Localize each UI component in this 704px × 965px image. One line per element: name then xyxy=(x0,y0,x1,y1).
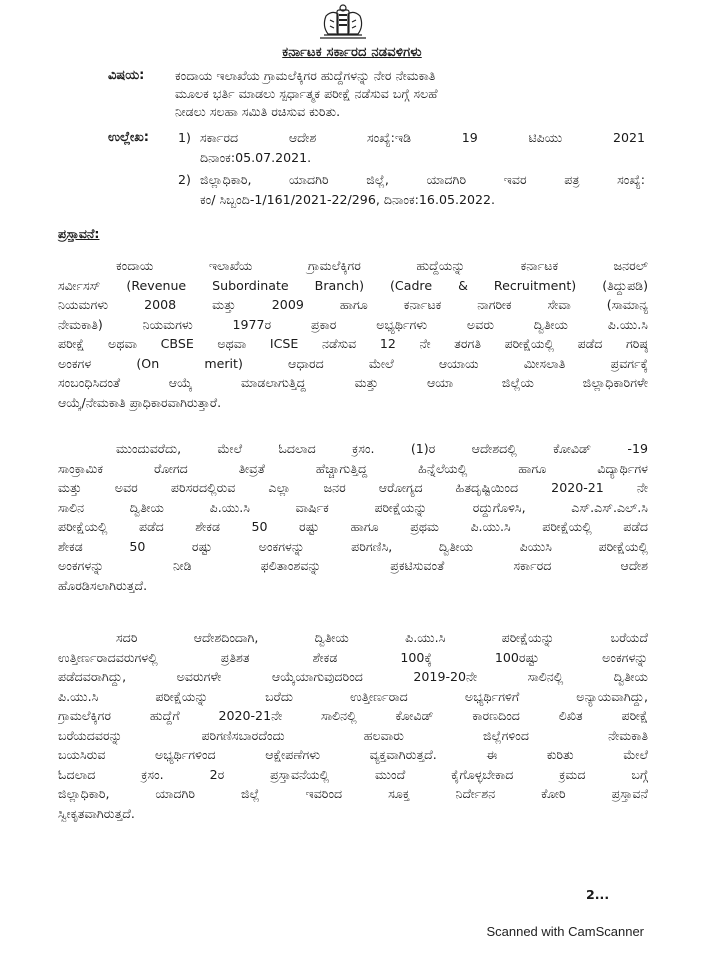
paragraph-3 xyxy=(58,630,648,822)
paragraph-line: ಉತ್ತೀರ್ಣರಾದವರುಗಳಲ್ಲಿ ಪ್ರತಿಶತ ಶೇಕಡ 100ಕ್ಕೆ 100ರಷ್ಟು ಅಂಕಗಳನ್ನು xyxy=(58,649,648,665)
paragraph-line: ನಿಯಮಗಳು 2008 ಮತ್ತು 2009 ಹಾಗೂ ಕರ್ನಾಟಕ ನಾಗರೀಕ ಸೇವಾ (ಸಾಮಾನ್ಯ xyxy=(58,297,648,312)
karnataka-emblem-icon xyxy=(308,4,378,42)
scanner-watermark: Scanned with CamScanner xyxy=(486,924,644,939)
paragraph-2 xyxy=(58,441,648,594)
paragraph-line: ಕಂದಾಯ ಇಲಾಖೆಯ ಗ್ರಾಮಲೆಕ್ಕಿಗರ ಹುದ್ದೆಯನ್ನು ಕರ್ನಾಟಕ ಜನರಲ್ xyxy=(116,258,648,273)
subject-label: ವಿಷಯ: xyxy=(108,68,145,83)
subject-line: ಕಂದಾಯ ಇಲಾಖೆಯ ಗ್ರಾಮಲೆಕ್ಕಿಗರ ಹುದ್ದೆಗಳನ್ನು ನೇರ ನೇಮಕಾತಿ xyxy=(175,68,436,83)
paragraph-line: ಸರ್ವೀಸಸ್ (Revenue Subordinate Branch) (Cadre & Recruitment) (ತಿದ್ದುಪಡಿ) xyxy=(58,277,648,293)
subject-line: ನೀಡಲು ಸಲಹಾ ಸಮಿತಿ ರಚಿಸುವ ಕುರಿತು. xyxy=(175,104,341,119)
paragraph-1 xyxy=(58,258,648,411)
paragraph-line: ಪಿ.ಯು.ಸಿ ಪರೀಕ್ಷೆಯನ್ನು ಬರೆದು ಉತ್ತೀರ್ಣರಾದ ಅಭ್ಯರ್ಥಿಗಳಿಗೆ ಅನ್ಯಾಯವಾಗಿದ್ದು, xyxy=(58,688,648,704)
paragraph-line: ಅಂಕಗಳನ್ನು ನೀಡಿ ಫಲಿತಾಂಶವನ್ನು ಪ್ರಕಟಿಸುವಂತೆ ಸರ್ಕಾರದ ಆದೇಶ xyxy=(58,558,648,573)
paragraph-line: ಅಂಕಗಳ (On merit) ಆಧಾರದ ಮೇಲೆ ಆಯಾಯ ಮೀಸಲಾತಿ ಪ್ರವರ್ಗಕ್ಕೆ xyxy=(58,355,648,371)
preamble-title: ಪ್ರಸ್ತಾವನೆ: xyxy=(58,226,100,241)
paragraph-line: ನೇಮಕಾತಿ) ನಿಯಮಗಳು 1977ರ ಪ್ರಕಾರ ಅಭ್ಯರ್ಥಿಗಳು ಅವರು ದ್ವಿತೀಯ ಪಿ.ಯು.ಸಿ xyxy=(58,316,648,332)
page-continuation: 2... xyxy=(586,887,610,902)
reference-label: ಉಲ್ಲೇಖ: xyxy=(108,130,149,145)
paragraph-line: ಮತ್ತು ಅವರ ಪರಿಸರದಲ್ಲಿರುವ ಎಲ್ಲಾ ಜನರ ಆರೋಗ್ಯದ ಹಿತದೃಷ್ಟಿಯಿಂದ 2020-21 ನೇ xyxy=(58,480,648,495)
reference-line: ಸರ್ಕಾರದ ಆದೇಶ ಸಂಖ್ಯೆ:ಇಡಿ 19 ಟಿಪಿಯು 2021 xyxy=(200,130,645,145)
paragraph-line: ಗ್ರಾಮಲೆಕ್ಕಿಗರ ಹುದ್ದೆಗೆ 2020-21ನೇ ಸಾಲಿನಲ್ಲಿ ಕೋವಿಡ್ ಕಾರಣದಿಂದ ಲಿಖಿತ ಪರೀಕ್ಷೆ xyxy=(58,708,648,723)
subject-line: ಮೂಲಕ ಭರ್ತಿ ಮಾಡಲು ಸ್ಪರ್ಧಾತ್ಮಕ ಪರೀಕ್ಷೆ ನಡೆಸುವ ಬಗ್ಗೆ ಸಲಹೆ xyxy=(175,86,438,101)
paragraph-line: ಶೇಕಡ 50 ರಷ್ಟು ಅಂಕಗಳನ್ನು ಪರಿಗಣಿಸಿ, ದ್ವಿತೀಯ ಪಿಯುಸಿ ಪರೀಕ್ಷೆಯಲ್ಲಿ xyxy=(58,538,648,554)
reference-number: 2) xyxy=(178,172,191,187)
reference-line: ಜಿಲ್ಲಾಧಿಕಾರಿ, ಯಾದಗಿರಿ ಜಿಲ್ಲೆ, ಯಾದಗಿರಿ ಇವರ ಪತ್ರ ಸಂಖ್ಯೆ: xyxy=(200,172,645,187)
paragraph-line: ಸಾಲಿನ ದ್ವಿತೀಯ ಪಿ.ಯು.ಸಿ ವಾರ್ಷಿಕ ಪರೀಕ್ಷೆಯನ್ನು ರದ್ದುಗೊಳಿಸಿ, ಎಸ್.ಎಸ್.ಎಲ್.ಸಿ xyxy=(58,499,648,515)
paragraph-line: ಹೊರಡಿಸಲಾಗಿರುತ್ತದೆ. xyxy=(58,577,148,593)
paragraph-line: ಸಾಂಕ್ರಾಮಿಕ ರೋಗದ ತೀವ್ರತೆ ಹೆಚ್ಚಾಗುತ್ತಿದ್ದ ಹಿನ್ನೆಲೆಯಲ್ಲಿ ಹಾಗೂ ವಿದ್ಯಾರ್ಥಿಗಳ xyxy=(58,460,648,476)
subject-text xyxy=(175,67,645,121)
paragraph-line: ಪರೀಕ್ಷೆ ಅಥವಾ CBSE ಅಥವಾ ICSE ನಡೆಸುವ 12 ನೇ ತರಗತಿ ಪರೀಕ್ಷೆಯಲ್ಲಿ ಪಡೆದ ಗರಿಷ್ಠ xyxy=(58,336,648,351)
reference-line: ದಿನಾಂಕ:05.07.2021. xyxy=(200,149,312,165)
reference-item-1 xyxy=(200,129,645,167)
paragraph-line: ಸಂಬಂಧಿಸಿದಂತೆ ಆಯ್ಕೆ ಮಾಡಲಾಗುತ್ತಿದ್ದ ಮತ್ತು ಆಯಾ ಜಿಲ್ಲೆಯ ಜಿಲ್ಲಾಧಿಕಾರಿಗಳೇ xyxy=(58,375,648,390)
document-heading: ಕರ್ನಾಟಕ ಸರ್ಕಾರದ ನಡವಳಿಗಳು xyxy=(282,45,422,60)
paragraph-line: ಜಿಲ್ಲಾಧಿಕಾರಿ, ಯಾದಗಿರಿ ಜಿಲ್ಲೆ ಇವರಿಂದ ಸೂಕ್ತ ನಿರ್ದೇಶನ ಕೋರಿ ಪ್ರಸ್ತಾವನೆ xyxy=(58,786,648,801)
paragraph-line: ಓದಲಾದ ಕ್ರಸಂ. 2ರ ಪ್ರಸ್ತಾವನೆಯಲ್ಲಿ ಮುಂದೆ ಕೈಗೊಳ್ಳಬೇಕಾದ ಕ್ರಮದ ಬಗ್ಗೆ xyxy=(58,766,648,782)
paragraph-line: ಪರೀಕ್ಷೆಯಲ್ಲಿ ಪಡೆದ ಶೇಕಡ 50 ರಷ್ಟು ಹಾಗೂ ಪ್ರಥಮ ಪಿ.ಯು.ಸಿ ಪರೀಕ್ಷೆಯಲ್ಲಿ ಪಡೆದ xyxy=(58,519,648,534)
paragraph-line: ಆಯ್ಕೆ/ನೇಮಕಾತಿ ಪ್ರಾಧಿಕಾರವಾಗಿರುತ್ತಾರೆ. xyxy=(58,394,222,410)
reference-line: ಕಂ/ ಸಿಬ್ಬಂದಿ-1/161/2021-22/296, ದಿನಾಂಕ:16.05.2022. xyxy=(200,191,496,207)
reference-number: 1) xyxy=(178,130,191,145)
paragraph-line: ಪಡೆದವರಾಗಿದ್ದು, ಅವರುಗಳೇ ಆಯ್ಕೆಯಾಗುವುದರಿಂದ 2019-20ನೇ ಸಾಲಿನಲ್ಲಿ ದ್ವಿತೀಯ xyxy=(58,669,648,684)
reference-item-2 xyxy=(200,171,645,209)
paragraph-line: ಬಯಸಿರುವ ಅಭ್ಯರ್ಥಿಗಳಿಂದ ಆಕ್ಷೇಪಣೆಗಳು ವ್ಯಕ್ತವಾಗಿರುತ್ತದೆ. ಈ ಕುರಿತು ಮೇಲೆ xyxy=(58,747,648,762)
paragraph-line: ಮುಂದುವರೆದು, ಮೇಲೆ ಓದಲಾದ ಕ್ರಸಂ. (1)ರ ಆದೇಶದಲ್ಲಿ ಕೋವಿಡ್ -19 xyxy=(116,441,648,456)
paragraph-line: ಬರೆಯದವರನ್ನು ಪರಿಗಣಿಸಬಾರದೆಂದು ಹಲವಾರು ಜಿಲ್ಲೆಗಳಿಂದ ನೇಮಕಾತಿ xyxy=(58,727,648,743)
paragraph-line: ಸ್ವೀಕೃತವಾಗಿರುತ್ತದೆ. xyxy=(58,805,135,821)
paragraph-line: ಸದರಿ ಆದೇಶದಿಂದಾಗಿ, ದ್ವಿತೀಯ ಪಿ.ಯು.ಸಿ ಪರೀಕ್ಷೆಯನ್ನು ಬರೆಯದೆ xyxy=(116,630,648,645)
